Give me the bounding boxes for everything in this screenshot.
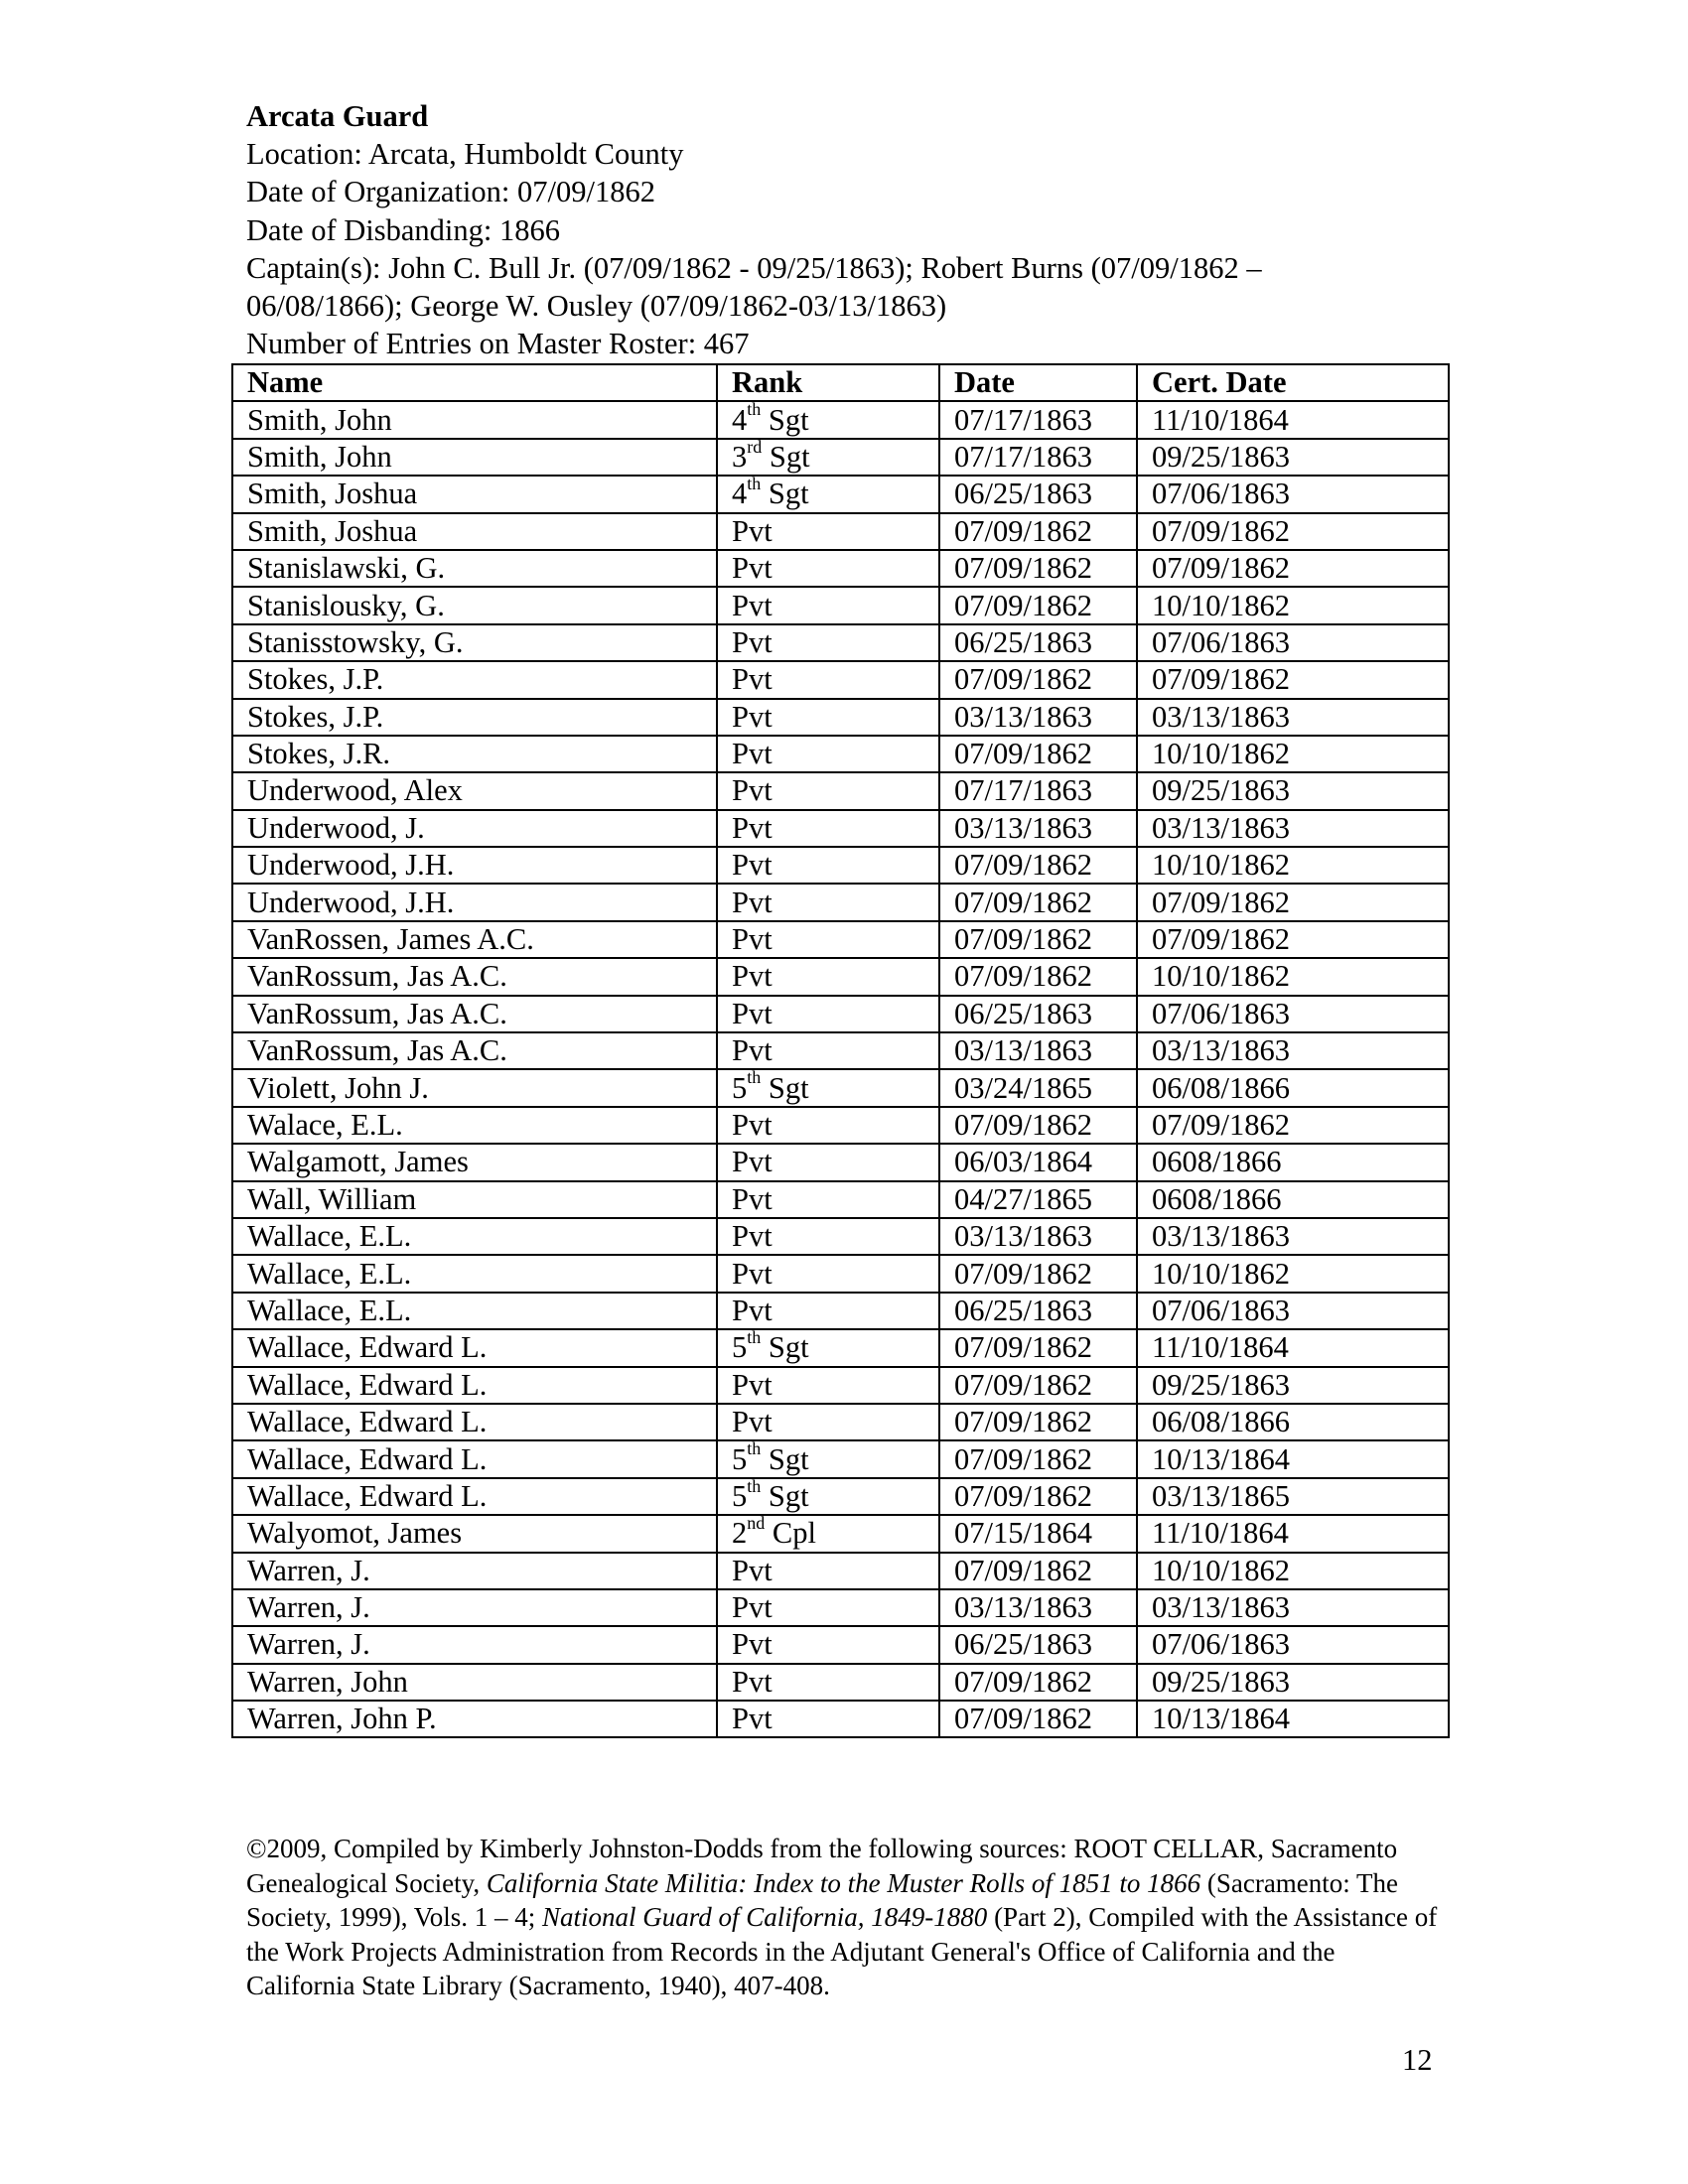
rank-ordinal-suffix: nd xyxy=(747,1513,766,1534)
table-row xyxy=(232,699,1449,736)
cell-cert-date: 07/06/1863 xyxy=(1137,1293,1449,1329)
rank-title: Pvt xyxy=(732,773,773,808)
table-row xyxy=(232,1367,1449,1404)
cell-date: 03/24/1865 xyxy=(939,1069,1137,1106)
cell-date: 07/09/1862 xyxy=(939,1404,1137,1440)
cell-cert-date: 07/09/1862 xyxy=(1137,1107,1449,1144)
cell-date: 07/09/1862 xyxy=(939,587,1137,623)
table-row xyxy=(232,1478,1449,1515)
cell-date: 07/09/1862 xyxy=(939,1440,1137,1477)
table-row xyxy=(232,1589,1449,1626)
organization-date: Date of Organization: 07/09/1862 xyxy=(246,175,655,209)
column-header-name: Name xyxy=(232,364,717,401)
table-row xyxy=(232,550,1449,587)
rank-title: Pvt xyxy=(732,699,773,734)
cell-name: Stokes, J.R. xyxy=(232,736,717,772)
cell-rank xyxy=(717,1440,939,1477)
cell-date: 06/25/1863 xyxy=(939,624,1137,661)
table-row xyxy=(232,996,1449,1032)
cell-date: 07/09/1862 xyxy=(939,736,1137,772)
cell-rank xyxy=(717,1515,939,1552)
rank-ordinal-suffix: rd xyxy=(747,436,763,457)
table-row xyxy=(232,1553,1449,1589)
captains-line-1: Captain(s): John C. Bull Jr. (07/09/1862 - 09/25/1863); Robert Burns (07/09/1862 – xyxy=(246,250,1262,285)
cell-name: VanRossum, Jas A.C. xyxy=(232,996,717,1032)
cell-date: 07/09/1862 xyxy=(939,1255,1137,1292)
cell-name: Underwood, J.H. xyxy=(232,847,717,884)
citation-title-2: National Guard of California, 1849-1880 xyxy=(542,1902,988,1933)
rank-number: 2 xyxy=(732,1516,748,1551)
rank-number: 5 xyxy=(732,1478,748,1513)
cell-rank xyxy=(717,513,939,550)
cell-rank xyxy=(717,1293,939,1329)
cell-date: 07/09/1862 xyxy=(939,513,1137,550)
cell-name: Wallace, Edward L. xyxy=(232,1440,717,1477)
rank-title: Pvt xyxy=(732,1293,773,1327)
cell-date: 06/25/1863 xyxy=(939,1626,1137,1663)
cell-name: Wallace, Edward L. xyxy=(232,1404,717,1440)
cell-cert-date: 10/13/1864 xyxy=(1137,1440,1449,1477)
cell-rank xyxy=(717,810,939,847)
table-row xyxy=(232,661,1449,698)
rank-title: Pvt xyxy=(732,810,773,845)
cell-rank xyxy=(717,1367,939,1404)
cell-name: Wallace, E.L. xyxy=(232,1255,717,1292)
rank-title: Pvt xyxy=(732,885,773,919)
rank-title: Pvt xyxy=(732,1145,773,1179)
table-row xyxy=(232,1255,1449,1292)
cell-rank xyxy=(717,661,939,698)
rank-ordinal-suffix: th xyxy=(747,1327,762,1348)
cell-date: 06/25/1863 xyxy=(939,996,1137,1032)
cell-rank xyxy=(717,958,939,995)
cell-name: VanRossen, James A.C. xyxy=(232,921,717,958)
cell-name: Underwood, J. xyxy=(232,810,717,847)
table-row xyxy=(232,1440,1449,1477)
unit-location: Location: Arcata, Humboldt County xyxy=(246,137,684,172)
cell-date: 07/15/1864 xyxy=(939,1515,1137,1552)
cell-cert-date: 03/13/1863 xyxy=(1137,810,1449,847)
cell-date: 07/17/1863 xyxy=(939,401,1137,438)
cell-rank xyxy=(717,1218,939,1255)
rank-title: Sgt xyxy=(762,439,810,474)
disbanding-date: Date of Disbanding: 1866 xyxy=(246,212,560,247)
rank-title: Pvt xyxy=(732,959,773,994)
cell-rank xyxy=(717,1329,939,1366)
cell-date: 07/17/1863 xyxy=(939,772,1137,809)
cell-rank xyxy=(717,736,939,772)
cell-cert-date: 10/13/1864 xyxy=(1137,1701,1449,1737)
page-number: 12 xyxy=(1402,2043,1433,2077)
cell-cert-date: 11/10/1864 xyxy=(1137,1515,1449,1552)
cell-cert-date: 09/25/1863 xyxy=(1137,1367,1449,1404)
table-row xyxy=(232,624,1449,661)
cell-date: 07/09/1862 xyxy=(939,921,1137,958)
column-header-date: Date xyxy=(939,364,1137,401)
cell-cert-date: 07/06/1863 xyxy=(1137,476,1449,512)
rank-title: Sgt xyxy=(761,1070,809,1105)
cell-cert-date: 07/06/1863 xyxy=(1137,1626,1449,1663)
cell-cert-date: 07/06/1863 xyxy=(1137,996,1449,1032)
table-row xyxy=(232,476,1449,512)
table-row xyxy=(232,439,1449,476)
rank-title: Pvt xyxy=(732,1181,773,1216)
cell-rank xyxy=(717,884,939,920)
cell-name: Smith, John xyxy=(232,439,717,476)
cell-rank xyxy=(717,1626,939,1663)
table-row xyxy=(232,1515,1449,1552)
rank-ordinal-suffix: th xyxy=(747,399,762,420)
cell-date: 07/09/1862 xyxy=(939,1478,1137,1515)
cell-rank xyxy=(717,1107,939,1144)
cell-rank xyxy=(717,1404,939,1440)
rank-title: Pvt xyxy=(732,996,773,1030)
cell-rank xyxy=(717,1553,939,1589)
cell-date: 07/09/1862 xyxy=(939,847,1137,884)
cell-rank xyxy=(717,401,939,438)
cell-date: 06/25/1863 xyxy=(939,476,1137,512)
rank-number: 5 xyxy=(732,1441,748,1476)
rank-ordinal-suffix: th xyxy=(747,1067,762,1088)
table-row xyxy=(232,1404,1449,1440)
rank-title: Pvt xyxy=(732,1367,773,1402)
cell-date: 03/13/1863 xyxy=(939,699,1137,736)
rank-title: Pvt xyxy=(732,551,773,586)
cell-date: 03/13/1863 xyxy=(939,810,1137,847)
rank-title: Pvt xyxy=(732,1553,773,1587)
column-header-rank: Rank xyxy=(717,364,939,401)
cell-name: Stanisstowsky, G. xyxy=(232,624,717,661)
cell-cert-date: 10/10/1862 xyxy=(1137,1553,1449,1589)
cell-rank xyxy=(717,550,939,587)
cell-name: Stokes, J.P. xyxy=(232,699,717,736)
cell-cert-date: 09/25/1863 xyxy=(1137,772,1449,809)
cell-date: 07/09/1862 xyxy=(939,958,1137,995)
rank-title: Pvt xyxy=(732,1664,773,1699)
rank-number: 5 xyxy=(732,1070,748,1105)
rank-title: Sgt xyxy=(761,1330,809,1365)
cell-cert-date: 10/10/1862 xyxy=(1137,1255,1449,1292)
cell-date: 07/09/1862 xyxy=(939,550,1137,587)
cell-date: 07/09/1862 xyxy=(939,1701,1137,1737)
rank-ordinal-suffix: th xyxy=(747,1438,762,1459)
cell-name: Stanislawski, G. xyxy=(232,550,717,587)
roster-table xyxy=(231,363,1450,1738)
cell-cert-date: 09/25/1863 xyxy=(1137,439,1449,476)
cell-name: Wallace, Edward L. xyxy=(232,1478,717,1515)
cell-cert-date: 10/10/1862 xyxy=(1137,587,1449,623)
cell-name: Walace, E.L. xyxy=(232,1107,717,1144)
cell-rank xyxy=(717,1589,939,1626)
table-row xyxy=(232,1664,1449,1701)
cell-rank xyxy=(717,1664,939,1701)
rank-title: Pvt xyxy=(732,1108,773,1142)
cell-cert-date: 11/10/1864 xyxy=(1137,1329,1449,1366)
cell-rank xyxy=(717,772,939,809)
cell-rank xyxy=(717,436,939,476)
cell-date: 03/13/1863 xyxy=(939,1589,1137,1626)
cell-rank xyxy=(717,996,939,1032)
cell-rank xyxy=(717,1069,939,1106)
table-row xyxy=(232,772,1449,809)
table-row xyxy=(232,1293,1449,1329)
cell-date: 07/09/1862 xyxy=(939,1553,1137,1589)
cell-name: Underwood, J.H. xyxy=(232,884,717,920)
table-row xyxy=(232,1329,1449,1366)
rank-title: Pvt xyxy=(732,513,773,548)
rank-ordinal-suffix: th xyxy=(747,1475,762,1496)
cell-rank xyxy=(717,624,939,661)
cell-cert-date: 10/10/1862 xyxy=(1137,958,1449,995)
table-row xyxy=(232,1144,1449,1180)
rank-title: Pvt xyxy=(732,1702,773,1736)
cell-cert-date: 07/09/1862 xyxy=(1137,921,1449,958)
cell-rank xyxy=(717,921,939,958)
table-row xyxy=(232,810,1449,847)
cell-name: Smith, Joshua xyxy=(232,476,717,512)
cell-cert-date: 07/06/1863 xyxy=(1137,624,1449,661)
table-row xyxy=(232,1181,1449,1218)
cell-rank xyxy=(717,847,939,884)
table-row xyxy=(232,1701,1449,1737)
captains-line-2: 06/08/1866); George W. Ousley (07/09/1862-03/13/1863) xyxy=(246,289,947,324)
cell-name: Wallace, Edward L. xyxy=(232,1367,717,1404)
cell-name: Wall, William xyxy=(232,1181,717,1218)
rank-title: Pvt xyxy=(732,848,773,883)
cell-rank xyxy=(717,1701,939,1737)
rank-title: Pvt xyxy=(732,1033,773,1068)
rank-title: Cpl xyxy=(765,1516,816,1551)
cell-cert-date: 10/10/1862 xyxy=(1137,736,1449,772)
rank-title: Pvt xyxy=(732,1405,773,1439)
cell-cert-date: 0608/1866 xyxy=(1137,1144,1449,1180)
cell-name: VanRossum, Jas A.C. xyxy=(232,1032,717,1069)
cell-rank xyxy=(717,1032,939,1069)
rank-title: Pvt xyxy=(732,922,773,957)
rank-title: Pvt xyxy=(732,1256,773,1291)
cell-rank xyxy=(717,1181,939,1218)
cell-name: Warren, John P. xyxy=(232,1701,717,1737)
citation-text: (Part 2), Compiled with the Assistance of the Work Projects Administration from Records in the Adjutant General's Office of California and the California State Library (Sacramento, 1940), 407-408. xyxy=(246,1902,1438,2001)
cell-name: Wallace, Edward L. xyxy=(232,1329,717,1366)
cell-date: 03/13/1863 xyxy=(939,1218,1137,1255)
cell-date: 07/09/1862 xyxy=(939,661,1137,698)
table-header-row xyxy=(232,364,1449,401)
cell-date: 07/17/1863 xyxy=(939,439,1137,476)
cell-date: 07/09/1862 xyxy=(939,884,1137,920)
cell-rank xyxy=(717,699,939,736)
cell-date: 06/25/1863 xyxy=(939,1293,1137,1329)
cell-name: Warren, J. xyxy=(232,1626,717,1663)
cell-cert-date: 06/08/1866 xyxy=(1137,1404,1449,1440)
cell-date: 06/03/1864 xyxy=(939,1144,1137,1180)
cell-name: Violett, John J. xyxy=(232,1069,717,1106)
rank-title: Pvt xyxy=(732,1219,773,1254)
cell-cert-date: 07/09/1862 xyxy=(1137,661,1449,698)
table-row xyxy=(232,1218,1449,1255)
cell-name: Smith, Joshua xyxy=(232,513,717,550)
table-row xyxy=(232,921,1449,958)
cell-date: 07/09/1862 xyxy=(939,1664,1137,1701)
cell-cert-date: 03/13/1863 xyxy=(1137,1218,1449,1255)
rank-title: Pvt xyxy=(732,662,773,697)
rank-number: 4 xyxy=(732,477,748,511)
rank-title: Pvt xyxy=(732,1627,773,1662)
rank-title: Sgt xyxy=(761,1441,809,1476)
rank-title: Sgt xyxy=(761,1478,809,1513)
source-citation xyxy=(246,1832,1448,2003)
cell-rank xyxy=(717,1144,939,1180)
table-row xyxy=(232,587,1449,623)
table-row xyxy=(232,958,1449,995)
citation-text: ©2009, Compiled by Kimberly Johnston-Dodds from the following sources: ROOT CELLAR, Sacramento Genealogical Society, xyxy=(246,1834,1398,1898)
cell-rank xyxy=(717,1255,939,1292)
cell-name: Warren, John xyxy=(232,1664,717,1701)
cell-cert-date: 03/13/1863 xyxy=(1137,699,1449,736)
cell-date: 07/09/1862 xyxy=(939,1367,1137,1404)
cell-name: Smith, John xyxy=(232,401,717,438)
unit-title: Arcata Guard xyxy=(246,99,429,133)
cell-cert-date: 03/13/1863 xyxy=(1137,1032,1449,1069)
cell-name: Walgamott, James xyxy=(232,1144,717,1180)
cell-cert-date: 09/25/1863 xyxy=(1137,1664,1449,1701)
cell-name: Wallace, E.L. xyxy=(232,1218,717,1255)
cell-name: Warren, J. xyxy=(232,1553,717,1589)
cell-name: Stanislousky, G. xyxy=(232,587,717,623)
cell-cert-date: 07/09/1862 xyxy=(1137,884,1449,920)
cell-rank xyxy=(717,476,939,512)
rank-title: Sgt xyxy=(761,477,809,511)
cell-cert-date: 06/08/1866 xyxy=(1137,1069,1449,1106)
rank-title: Pvt xyxy=(732,737,773,771)
rank-number: 5 xyxy=(732,1330,748,1365)
table-body xyxy=(232,401,1449,1737)
cell-rank xyxy=(717,587,939,623)
table-row xyxy=(232,1032,1449,1069)
cell-name: Underwood, Alex xyxy=(232,772,717,809)
cell-cert-date: 03/13/1865 xyxy=(1137,1478,1449,1515)
rank-number: 3 xyxy=(732,439,748,474)
cell-date: 04/27/1865 xyxy=(939,1181,1137,1218)
table-row xyxy=(232,884,1449,920)
citation-title-1: California State Militia: Index to the Muster Rolls of 1851 to 1866 xyxy=(486,1867,1201,1898)
rank-title: Pvt xyxy=(732,624,773,659)
table-row xyxy=(232,847,1449,884)
rank-number: 4 xyxy=(732,402,748,437)
cell-name: VanRossum, Jas A.C. xyxy=(232,958,717,995)
cell-cert-date: 0608/1866 xyxy=(1137,1181,1449,1218)
cell-date: 07/09/1862 xyxy=(939,1107,1137,1144)
cell-cert-date: 03/13/1863 xyxy=(1137,1589,1449,1626)
cell-date: 07/09/1862 xyxy=(939,1329,1137,1366)
cell-name: Wallace, E.L. xyxy=(232,1293,717,1329)
rank-ordinal-suffix: th xyxy=(747,474,762,494)
rank-title: Pvt xyxy=(732,1590,773,1625)
cell-cert-date: 10/10/1862 xyxy=(1137,847,1449,884)
table-row xyxy=(232,1626,1449,1663)
column-header-cert-date: Cert. Date xyxy=(1137,364,1449,401)
table-row xyxy=(232,1107,1449,1144)
rank-title: Sgt xyxy=(761,402,809,437)
cell-name: Walyomot, James xyxy=(232,1515,717,1552)
cell-cert-date: 07/09/1862 xyxy=(1137,513,1449,550)
cell-cert-date: 07/09/1862 xyxy=(1137,550,1449,587)
rank-title: Pvt xyxy=(732,588,773,622)
roster-entry-count: Number of Entries on Master Roster: 467 xyxy=(246,327,750,361)
unit-header xyxy=(246,97,1262,362)
cell-name: Stokes, J.P. xyxy=(232,661,717,698)
table-row xyxy=(232,736,1449,772)
table-row xyxy=(232,1069,1449,1106)
cell-name: Warren, J. xyxy=(232,1589,717,1626)
citation-text: (Sacramento: The Society, 1999), Vols. 1 – 4; xyxy=(246,1867,1399,1933)
cell-rank xyxy=(717,1475,939,1515)
table-row xyxy=(232,513,1449,550)
table-row xyxy=(232,401,1449,438)
cell-date: 03/13/1863 xyxy=(939,1032,1137,1069)
cell-cert-date: 11/10/1864 xyxy=(1137,401,1449,438)
